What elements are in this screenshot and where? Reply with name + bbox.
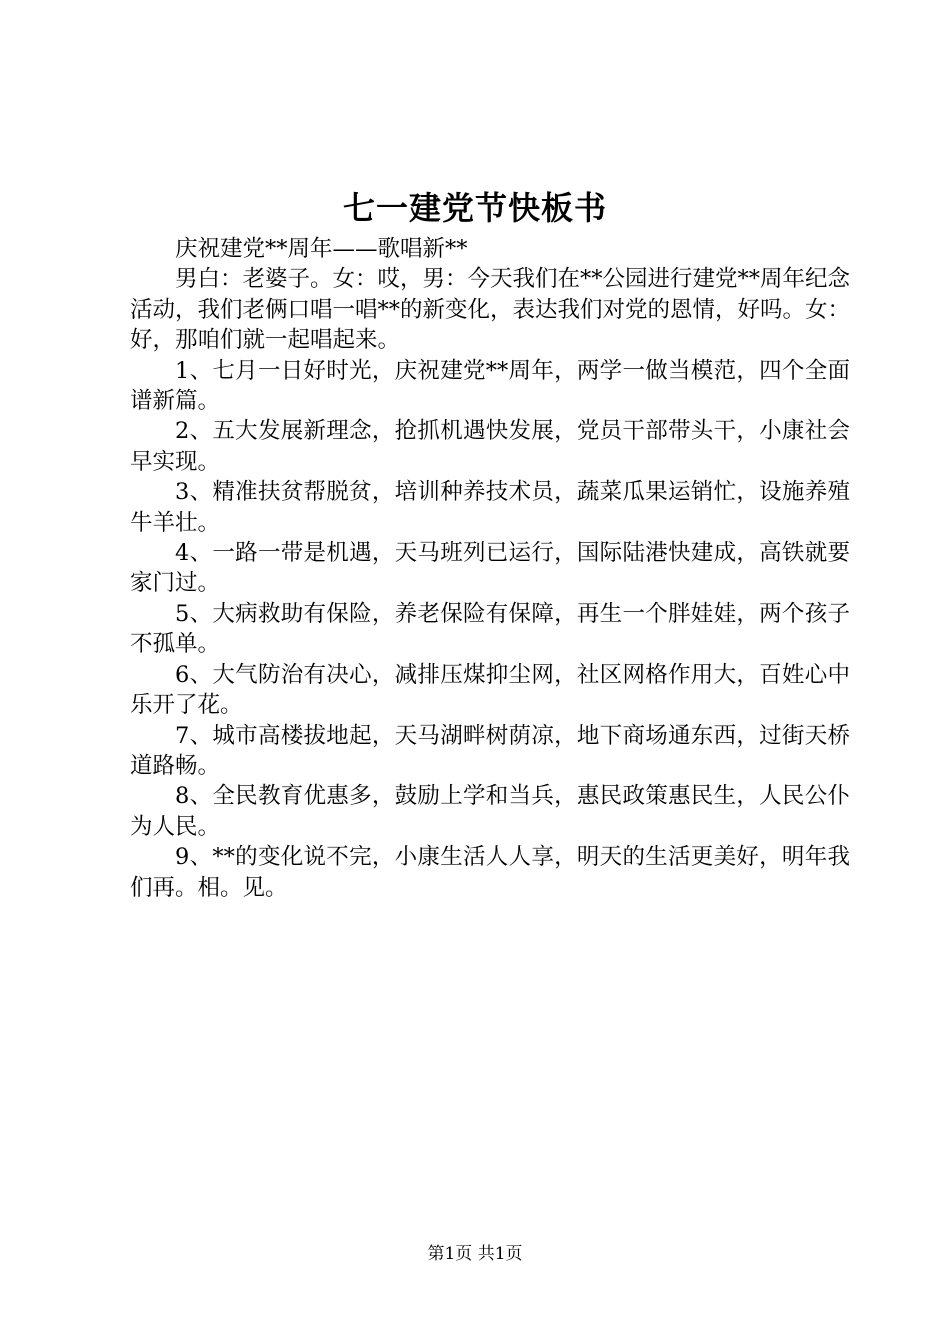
paragraph-subtitle: 庆祝建党**周年——歌唱新** xyxy=(175,236,468,262)
paragraph-verse-7: 7、城市高楼拔地起，天马湖畔树荫凉，地下商场通东西，过街天桥道路畅。 xyxy=(130,722,850,779)
paragraph-verse-5: 5、大病救助有保险，养老保险有保障，再生一个胖娃娃，两个孩子不孤单。 xyxy=(130,600,850,658)
paragraph-intro: 男白：老婆子。女：哎，男：今天我们在**公园进行建党**周年纪念活动，我们老俩口唱一唱**的新变化，表达我们对党的恩情，好吗。女：好，那咱们就一起唱起来。 xyxy=(130,266,851,354)
paragraph-verse-2: 2、五大发展新理念，抢抓机遇快发展，党员干部带头干，小康社会早实现。 xyxy=(130,418,850,475)
paragraph-verse-1: 1、七月一日好时光，庆祝建党**周年，两学一做当模范，四个全面谱新篇。 xyxy=(130,357,850,415)
document-body xyxy=(130,234,850,903)
paragraph-verse-4: 4、一路一带是机遇，天马班列已运行，国际陆港快建成，高铁就要家门过。 xyxy=(130,540,850,597)
paragraph-verse-3: 3、精准扶贫帮脱贫，培训种养技术员，蔬菜瓜果运销忙，设施养殖牛羊壮。 xyxy=(130,479,850,536)
paragraph-verse-9: 9、**的变化说不完，小康生活人人享，明天的生活更美好，明年我们再。相。见。 xyxy=(130,844,850,901)
paragraph-verse-6: 6、大气防治有决心，减排压煤抑尘网，社区网格作用大，百姓心中乐开了花。 xyxy=(130,661,850,719)
page-footer: 第1页 共1页 xyxy=(427,1244,523,1264)
document-title: 七一建党节快板书 xyxy=(342,189,607,227)
paragraph-verse-8: 8、全民教育优惠多，鼓励上学和当兵，惠民政策惠民生，人民公仆为人民。 xyxy=(130,783,850,840)
